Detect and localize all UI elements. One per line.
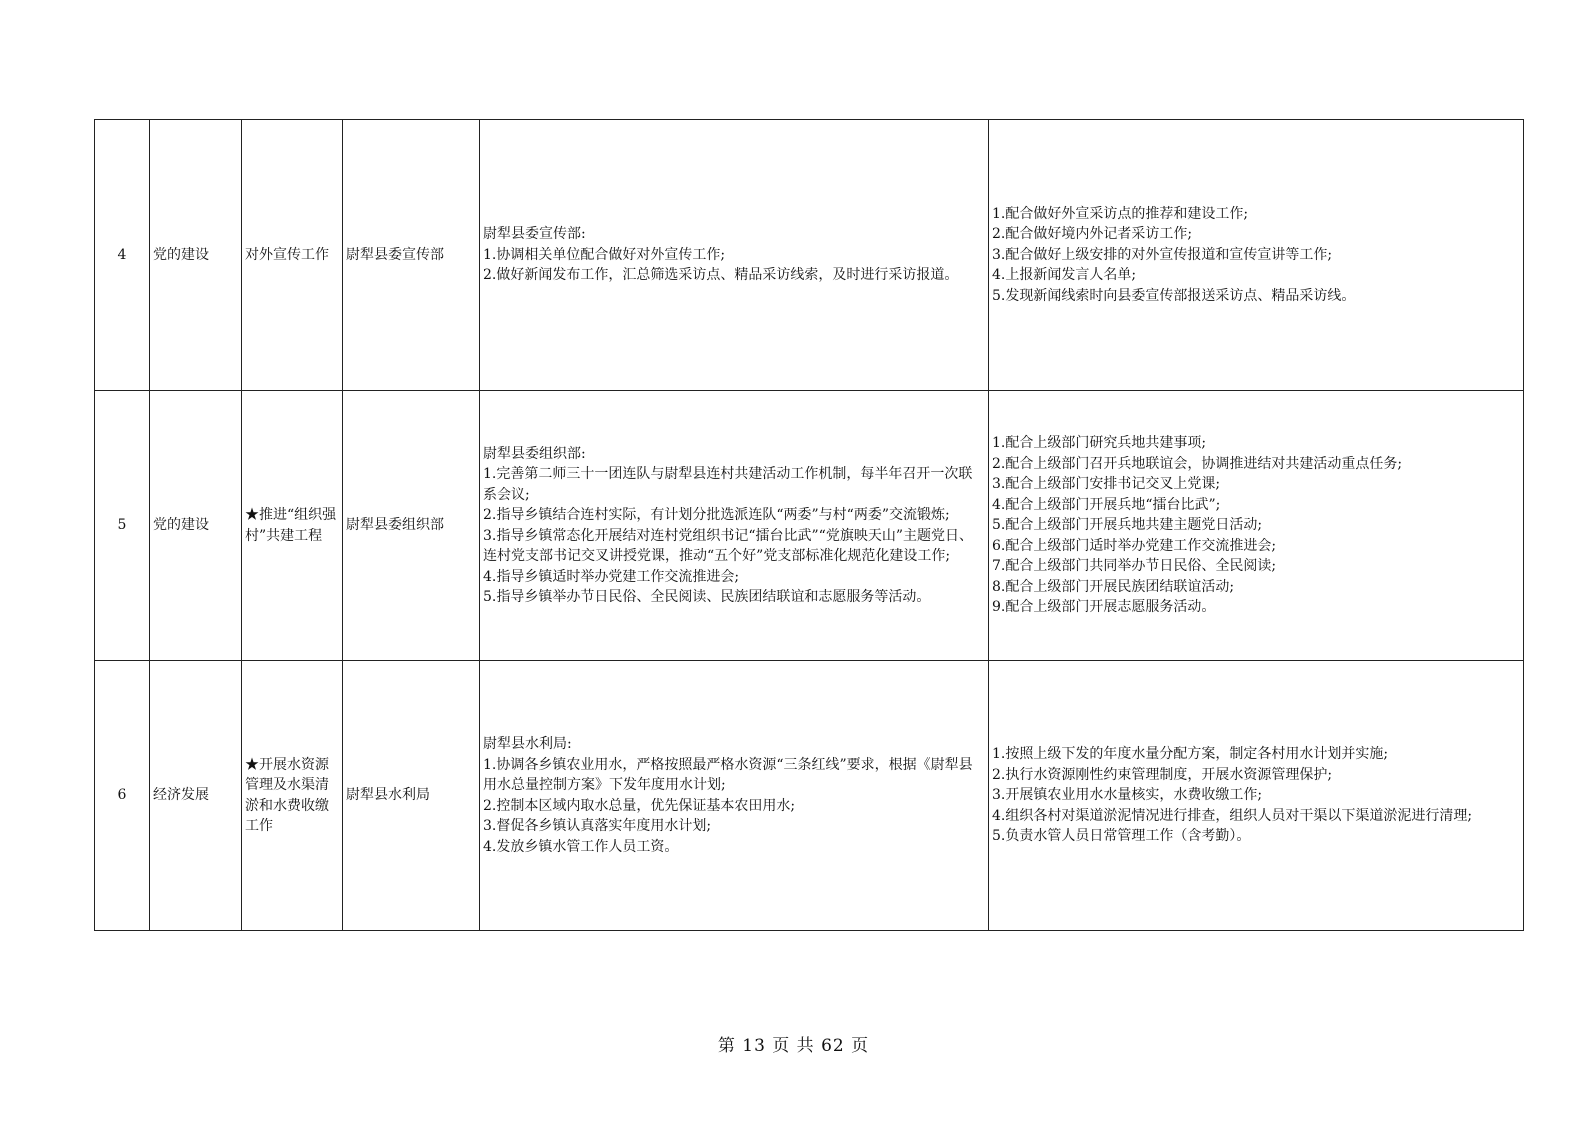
row-number: 6 xyxy=(95,661,150,931)
responsibility-table xyxy=(94,119,1524,931)
duty-line: 1.协调各乡镇农业用水，严格按照最严格水资源“三条红线”要求，根据《尉犁县用水总量控制方案》下发年度用水计划; xyxy=(483,756,973,793)
duty-line: 2.控制本区域内取水总量，优先保证基本农田用水; xyxy=(483,797,796,814)
duty-line: 尉犁县委宣传部: xyxy=(483,226,586,243)
lead-duties-cell xyxy=(480,120,989,391)
category-cell: 党的建设 xyxy=(150,120,242,391)
lead-unit-cell: 尉犁县水利局 xyxy=(343,661,480,931)
lead-unit-cell: 尉犁县委宣传部 xyxy=(343,120,480,391)
duty-line: 1.按照上级下发的年度水量分配方案，制定各村用水计划并实施; xyxy=(992,746,1389,763)
duty-line: 1.配合上级部门研究兵地共建事项; xyxy=(992,435,1207,452)
duty-line: 3.开展镇农业用水水量核实，水费收缴工作; xyxy=(992,787,1263,804)
lead-unit-cell: 尉犁县委组织部 xyxy=(343,391,480,661)
duty-line: 2.执行水资源刚性约束管理制度，开展水资源管理保护; xyxy=(992,766,1333,783)
duty-line: 3.督促各乡镇认真落实年度用水计划; xyxy=(483,818,712,834)
duty-line: 3.配合做好上级安排的对外宣传报道和宣传宣讲等工作; xyxy=(992,246,1333,263)
duty-line: 4.上报新闻发言人名单; xyxy=(992,267,1137,284)
duty-line: 2.指导乡镇结合连村实际，有计划分批选派连队“两委”与村“两委”交流锻炼; xyxy=(483,507,950,523)
duty-line: 尉犁县委组织部: xyxy=(483,445,586,462)
task-cell: ★推进“组织强村”共建工程 xyxy=(242,391,343,661)
duty-line: 2.配合上级部门召开兵地联谊会，协调推进结对共建活动重点任务; xyxy=(992,455,1403,472)
page-footer: 第 13 页 共 62 页 xyxy=(717,1036,870,1056)
coop-duties-cell xyxy=(989,391,1524,661)
duty-line: 5.配合上级部门开展兵地共建主题党日活动; xyxy=(992,517,1263,534)
lead-duties-cell xyxy=(480,661,989,931)
table-row xyxy=(95,120,1524,391)
category-cell: 党的建设 xyxy=(150,391,242,661)
duty-line: 4.发放乡镇水管工作人员工资。 xyxy=(483,838,679,855)
duty-line: 5.发现新闻线索时向县委宣传部报送采访点、精品采访线。 xyxy=(992,287,1356,304)
task-cell: 对外宣传工作 xyxy=(242,120,343,391)
duty-line: 8.配合上级部门开展民族团结联谊活动; xyxy=(992,578,1235,595)
category-cell: 经济发展 xyxy=(150,661,242,931)
row-number: 4 xyxy=(95,120,150,391)
duty-line: 4.组织各村对渠道淤泥情况进行排查，组织人员对干渠以下渠道淤泥进行清理; xyxy=(992,807,1473,824)
duty-line: 2.配合做好境内外记者采访工作; xyxy=(992,226,1193,243)
duty-line: 1.完善第二师三十一团连队与尉犁县连村共建活动工作机制，每半年召开一次联系会议; xyxy=(483,466,973,503)
duty-line: 4.配合上级部门开展兵地“擂台比武”; xyxy=(992,496,1221,513)
duty-line: 6.配合上级部门适时举办党建工作交流推进会; xyxy=(992,537,1277,554)
task-cell: ★开展水资源管理及水渠清淤和水费收缴工作 xyxy=(242,661,343,931)
duty-line: 3.配合上级部门安排书记交叉上党课; xyxy=(992,476,1221,493)
duty-line: 5.指导乡镇举办节日民俗、全民阅读、民族团结联谊和志愿服务等活动。 xyxy=(483,589,931,605)
duty-line: 尉犁县水利局: xyxy=(483,736,572,752)
row-number: 5 xyxy=(95,391,150,661)
coop-duties-cell xyxy=(989,120,1524,391)
table-row xyxy=(95,661,1524,931)
duty-line: 1.配合做好外宣采访点的推荐和建设工作; xyxy=(992,205,1249,222)
duty-line: 9.配合上级部门开展志愿服务活动。 xyxy=(992,599,1216,616)
table-row xyxy=(95,391,1524,661)
coop-duties-cell xyxy=(989,661,1524,931)
duty-line: 1.协调相关单位配合做好对外宣传工作; xyxy=(483,246,726,263)
duty-line: 4.指导乡镇适时举办党建工作交流推进会; xyxy=(483,568,740,585)
duty-line: 7.配合上级部门共同举办节日民俗、全民阅读; xyxy=(992,558,1277,575)
duty-line: 5.负责水管人员日常管理工作（含考勤）。 xyxy=(992,828,1251,845)
lead-duties-cell xyxy=(480,391,989,661)
duty-line: 2.做好新闻发布工作，汇总筛选采访点、精品采访线索，及时进行采访报道。 xyxy=(483,267,959,284)
duty-line: 3.指导乡镇常态化开展结对连村党组织书记“擂台比武”“党旗映天山”主题党日、连村党支部书记交叉讲授党课，推动“五个好”党支部标准化规范化建设工作; xyxy=(483,527,973,564)
